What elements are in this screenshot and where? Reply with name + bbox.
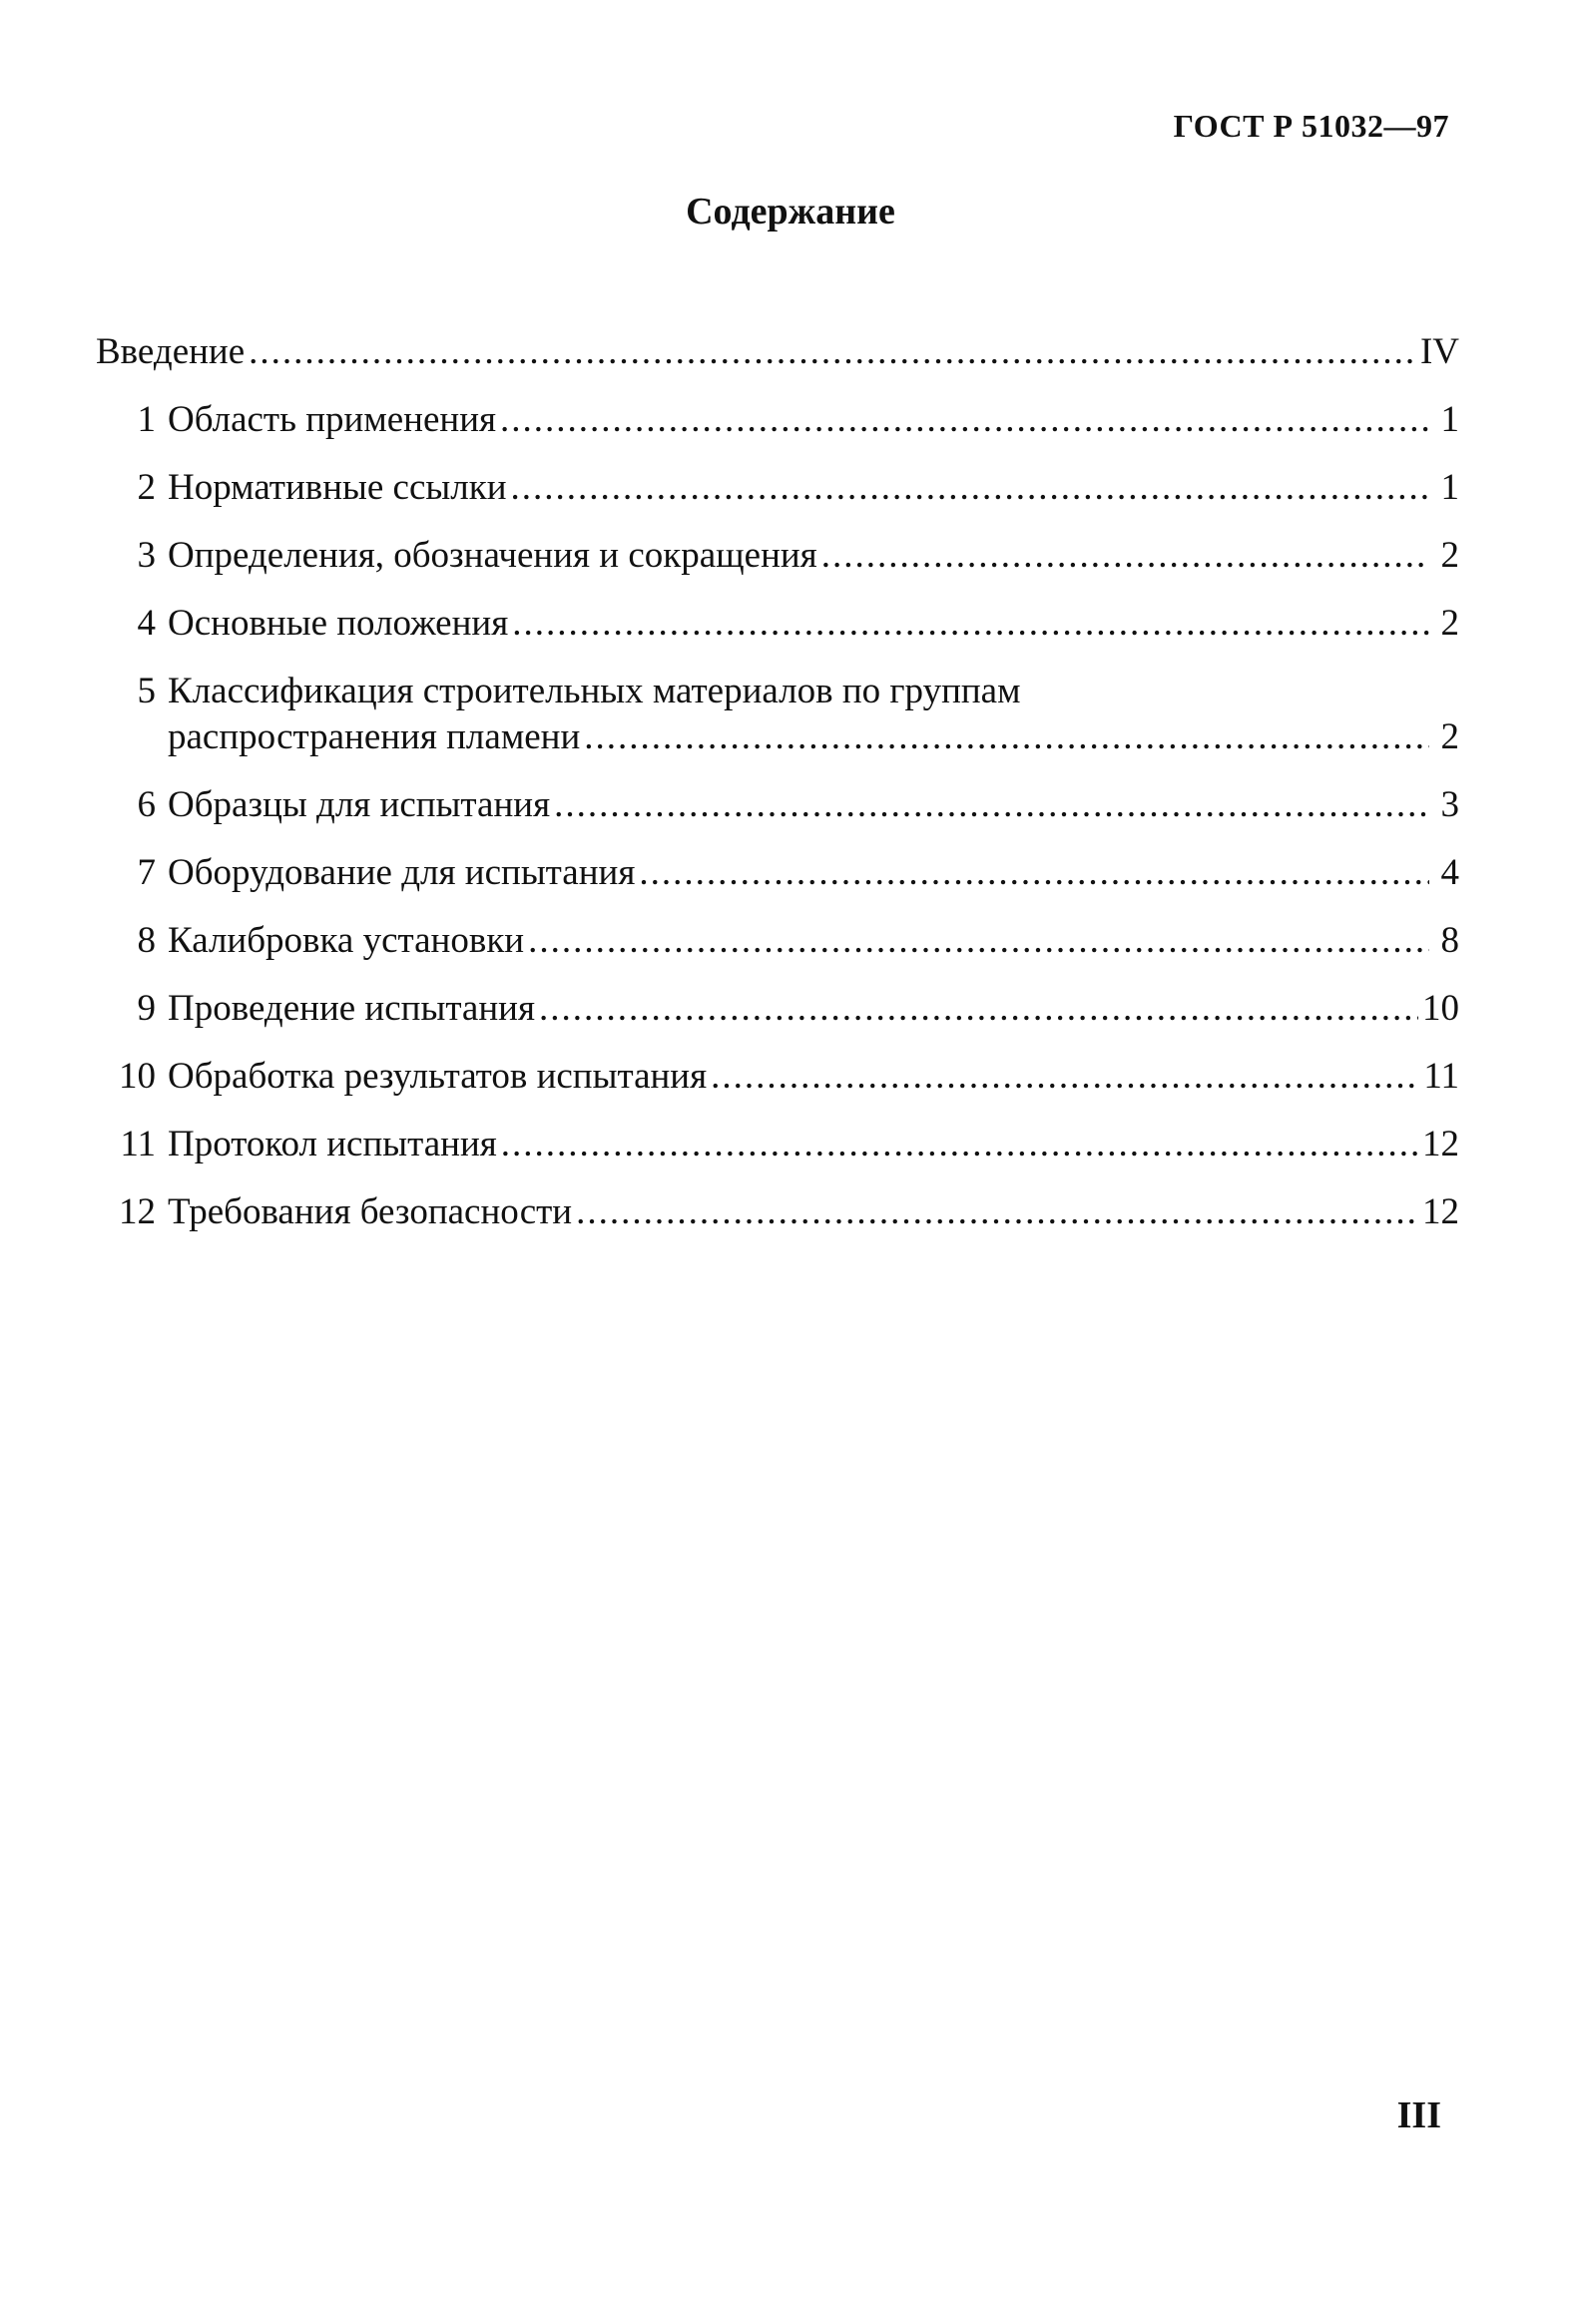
toc-entry-label-line2: распространения пламени <box>168 716 581 757</box>
toc-entry-number: 6 <box>137 784 156 825</box>
toc-leader-dots <box>576 1189 1418 1235</box>
toc-entry-body <box>96 329 1459 375</box>
toc-entry-page: 8 <box>1440 920 1459 961</box>
toc-leader-dots <box>554 782 1429 828</box>
toc-entry-label: Основные положения <box>168 603 509 644</box>
toc-leader-dots <box>501 1122 1418 1167</box>
toc-entry-page: IV <box>1419 331 1459 372</box>
toc-entry-6[interactable] <box>96 782 1459 828</box>
toc-entry-page: 12 <box>1422 1124 1459 1164</box>
toc-leader-dots <box>584 714 1429 760</box>
toc-entry-number: 2 <box>137 467 156 508</box>
toc-entry-number: 10 <box>119 1056 156 1097</box>
toc-entry-body <box>168 986 1459 1032</box>
toc-leader-dots <box>639 850 1429 896</box>
toc-entry-1[interactable] <box>96 397 1459 443</box>
toc-entry-label: Проведение испытания <box>168 988 535 1029</box>
toc-entry-10[interactable] <box>96 1054 1459 1100</box>
toc-entry-page: 4 <box>1440 852 1459 893</box>
toc-entry-body <box>168 1122 1459 1167</box>
toc-entry-body <box>168 782 1459 828</box>
toc-entry-11[interactable] <box>96 1122 1459 1167</box>
toc-entry-3[interactable] <box>96 533 1459 579</box>
toc-leader-dots <box>539 986 1418 1032</box>
toc-entry-label: Калибровка установки <box>168 920 525 961</box>
toc-entry-label-line1: Классификация строительных материалов по группам <box>168 671 1021 711</box>
toc-entry-body <box>168 669 1459 760</box>
toc-entry-number: 11 <box>120 1124 156 1164</box>
toc-entry-2[interactable] <box>96 465 1459 511</box>
toc-entry-number: 5 <box>137 671 156 711</box>
toc-entry-page: 3 <box>1440 784 1459 825</box>
toc-entry-page: 11 <box>1423 1056 1459 1097</box>
toc-entry-page: 1 <box>1440 399 1459 440</box>
toc-leader-dots <box>528 918 1429 964</box>
page-title: Содержание <box>686 191 895 232</box>
toc-entry-label: Определения, обозначения и сокращения <box>168 535 817 576</box>
toc-entry-body <box>168 465 1459 511</box>
toc-entry-page: 10 <box>1422 988 1459 1029</box>
toc-entry-12[interactable] <box>96 1189 1459 1235</box>
toc-entry-body <box>168 397 1459 443</box>
table-of-contents <box>96 329 1459 1257</box>
toc-entry-4[interactable] <box>96 601 1459 647</box>
toc-entry-page: 2 <box>1440 716 1459 757</box>
toc-entry-body <box>168 601 1459 647</box>
toc-leader-dots <box>249 329 1416 375</box>
toc-entry-label: Нормативные ссылки <box>168 467 507 508</box>
toc-entry-8[interactable] <box>96 918 1459 964</box>
toc-entry-label: Образцы для испытания <box>168 784 551 825</box>
toc-entry-page: 1 <box>1440 467 1459 508</box>
toc-leader-dots <box>500 397 1429 443</box>
toc-entry-label: Введение <box>96 331 246 372</box>
toc-entry-label: Обработка результатов испытания <box>168 1056 708 1097</box>
toc-entry-intro[interactable] <box>96 329 1459 375</box>
toc-entry-label: Область применения <box>168 399 497 440</box>
toc-leader-dots <box>711 1054 1419 1100</box>
toc-entry-body <box>168 1054 1459 1100</box>
toc-leader-dots <box>512 601 1429 647</box>
toc-entry-7[interactable] <box>96 850 1459 896</box>
toc-entry-9[interactable] <box>96 986 1459 1032</box>
toc-entry-body <box>168 1189 1459 1235</box>
toc-entry-number: 7 <box>137 852 156 893</box>
page-number: III <box>1396 2094 1441 2136</box>
document-code: ГОСТ Р 51032—97 <box>1173 108 1449 144</box>
toc-entry-label: Оборудование для испытания <box>168 852 636 893</box>
toc-entry-body <box>168 918 1459 964</box>
toc-entry-page: 2 <box>1440 535 1459 576</box>
toc-entry-number: 8 <box>137 920 156 961</box>
toc-entry-page: 2 <box>1440 603 1459 644</box>
toc-entry-number: 9 <box>137 988 156 1029</box>
toc-entry-body <box>168 533 1459 579</box>
toc-entry-label: Требования безопасности <box>168 1191 573 1232</box>
toc-entry-body <box>168 850 1459 896</box>
toc-entry-number: 1 <box>137 399 156 440</box>
toc-leader-dots <box>511 465 1429 511</box>
toc-entry-number: 3 <box>137 535 156 576</box>
toc-entry-number: 12 <box>119 1191 156 1232</box>
toc-leader-dots <box>821 533 1429 579</box>
toc-entry-5[interactable] <box>96 669 1459 760</box>
toc-entry-number: 4 <box>137 603 156 644</box>
toc-entry-page: 12 <box>1422 1191 1459 1232</box>
toc-entry-label: Протокол испытания <box>168 1124 497 1164</box>
